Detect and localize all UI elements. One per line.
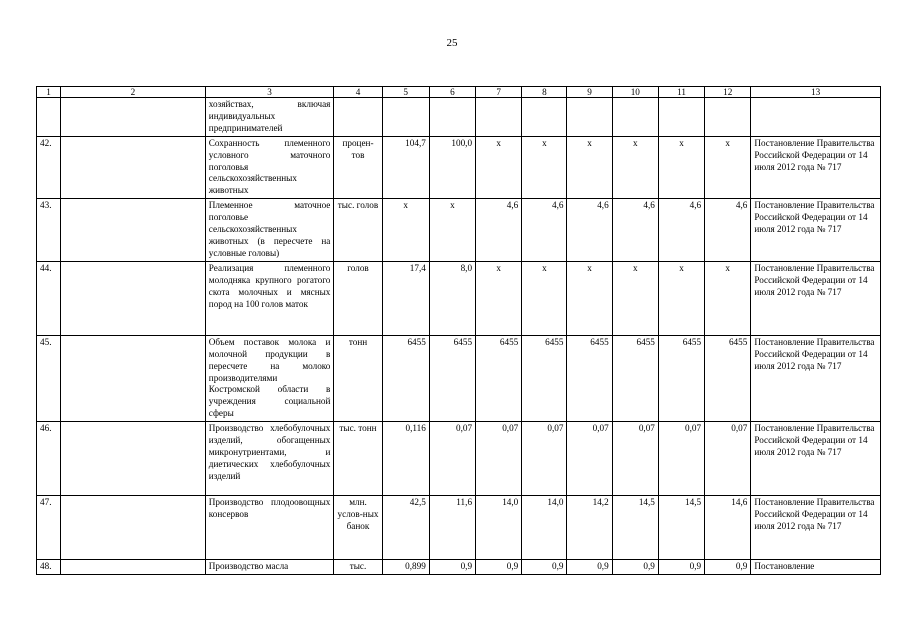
header-cell: 8 xyxy=(522,87,567,98)
value-cell: 6455 xyxy=(476,335,522,421)
indicator-name: Производство масла xyxy=(205,560,334,575)
value-cell: 8,0 xyxy=(429,261,475,335)
value-cell: 0,07 xyxy=(429,422,475,496)
value-cell: х xyxy=(429,199,475,262)
table-row xyxy=(37,199,881,262)
value-cell: 14,6 xyxy=(705,496,751,560)
value-cell: 17,4 xyxy=(382,261,429,335)
indicator-name: Реализация племенного молодняка крупного рогатого скота молочных и мясных пород на 100 голов маток xyxy=(205,261,334,335)
table-row xyxy=(37,98,881,137)
row-number: 47. xyxy=(37,496,61,560)
value-cell: х xyxy=(476,136,522,199)
value-cell: х xyxy=(658,136,704,199)
value-cell xyxy=(476,98,522,137)
header-cell: 7 xyxy=(476,87,522,98)
value-cell: 0,07 xyxy=(705,422,751,496)
row-col2 xyxy=(61,422,206,496)
value-cell xyxy=(612,98,658,137)
header-row xyxy=(37,87,881,98)
value-cell: 14,0 xyxy=(522,496,567,560)
value-cell: 6455 xyxy=(429,335,475,421)
unit: млн. услов-ных банок xyxy=(334,496,382,560)
table-row xyxy=(37,560,881,575)
value-cell: 6455 xyxy=(522,335,567,421)
value-cell xyxy=(522,98,567,137)
value-cell: 4,6 xyxy=(567,199,612,262)
value-cell: 0,07 xyxy=(612,422,658,496)
unit xyxy=(334,98,382,137)
row-number: 42. xyxy=(37,136,61,199)
value-cell: 0,07 xyxy=(567,422,612,496)
value-cell: 0,07 xyxy=(476,422,522,496)
value-cell: 6455 xyxy=(705,335,751,421)
indicator-name: Производство хлебобулочных изделий, обогащенных микронутриентами, и диетических хлебобулочных изделий xyxy=(205,422,334,496)
value-cell: 0,9 xyxy=(612,560,658,575)
unit: голов xyxy=(334,261,382,335)
header-cell: 3 xyxy=(205,87,334,98)
indicator-name: хозяйствах, включая индивидуальных предпринимателей xyxy=(205,98,334,137)
value-cell xyxy=(382,98,429,137)
row-col2 xyxy=(61,335,206,421)
indicator-name: Производство плодоовощных консервов xyxy=(205,496,334,560)
value-cell: 4,6 xyxy=(705,199,751,262)
value-cell: 11,6 xyxy=(429,496,475,560)
value-cell xyxy=(429,98,475,137)
source-document: Постановление Правительства Российской Федерации от 14 июля 2012 года № 717 xyxy=(751,136,881,199)
value-cell xyxy=(658,98,704,137)
value-cell: 4,6 xyxy=(522,199,567,262)
indicator-name: Объем поставок молока и молочной продукции в пересчете на молоко производителями Костромской области в учреждения социальной сферы xyxy=(205,335,334,421)
indicator-name: Сохранность племенного условного маточного поголовья сельскохозяйственных животных xyxy=(205,136,334,199)
header-cell: 5 xyxy=(382,87,429,98)
value-cell: х xyxy=(612,261,658,335)
row-number: 45. xyxy=(37,335,61,421)
header-cell: 10 xyxy=(612,87,658,98)
value-cell: 104,7 xyxy=(382,136,429,199)
table-row xyxy=(37,496,881,560)
row-col2 xyxy=(61,261,206,335)
value-cell: 0,9 xyxy=(705,560,751,575)
unit: тыс. xyxy=(334,560,382,575)
value-cell: х xyxy=(522,136,567,199)
value-cell: х xyxy=(567,261,612,335)
row-col2 xyxy=(61,136,206,199)
source-document: Постановление xyxy=(751,560,881,575)
value-cell: 0,9 xyxy=(522,560,567,575)
value-cell: х xyxy=(658,261,704,335)
unit: процен-тов xyxy=(334,136,382,199)
value-cell: 4,6 xyxy=(476,199,522,262)
source-document: Постановление Правительства Российской Федерации от 14 июля 2012 года № 717 xyxy=(751,496,881,560)
header-cell: 11 xyxy=(658,87,704,98)
value-cell: 0,07 xyxy=(658,422,704,496)
source-document: Постановление Правительства Российской Федерации от 14 июля 2012 года № 717 xyxy=(751,199,881,262)
value-cell: х xyxy=(567,136,612,199)
value-cell: 100,0 xyxy=(429,136,475,199)
value-cell xyxy=(567,98,612,137)
value-cell: х xyxy=(612,136,658,199)
value-cell: 0,899 xyxy=(382,560,429,575)
source-document: Постановление Правительства Российской Федерации от 14 июля 2012 года № 717 xyxy=(751,335,881,421)
unit: тонн xyxy=(334,335,382,421)
row-number: 44. xyxy=(37,261,61,335)
value-cell: 0,116 xyxy=(382,422,429,496)
value-cell xyxy=(705,98,751,137)
table-row xyxy=(37,136,881,199)
value-cell: х xyxy=(705,261,751,335)
row-number: 43. xyxy=(37,199,61,262)
row-number xyxy=(37,98,61,137)
value-cell: 0,9 xyxy=(567,560,612,575)
value-cell: 0,9 xyxy=(658,560,704,575)
value-cell: 14,5 xyxy=(658,496,704,560)
table-row xyxy=(37,261,881,335)
value-cell: 4,6 xyxy=(658,199,704,262)
value-cell: 14,2 xyxy=(567,496,612,560)
source-document: Постановление Правительства Российской Федерации от 14 июля 2012 года № 717 xyxy=(751,261,881,335)
table-row xyxy=(37,335,881,421)
indicator-name: Племенное маточное поголовье сельскохозяйственных животных (в пересчете на условные головы) xyxy=(205,199,334,262)
row-number: 48. xyxy=(37,560,61,575)
header-cell: 9 xyxy=(567,87,612,98)
value-cell: 6455 xyxy=(612,335,658,421)
header-cell: 1 xyxy=(37,87,61,98)
value-cell: х xyxy=(705,136,751,199)
page-number: 25 xyxy=(446,37,458,49)
value-cell: 4,6 xyxy=(612,199,658,262)
value-cell: 6455 xyxy=(567,335,612,421)
indicators-table xyxy=(36,86,881,575)
value-cell: х xyxy=(476,261,522,335)
value-cell: 0,9 xyxy=(476,560,522,575)
unit: тыс. голов xyxy=(334,199,382,262)
value-cell: 0,07 xyxy=(522,422,567,496)
value-cell: х xyxy=(522,261,567,335)
source-document xyxy=(751,98,881,137)
value-cell: 6455 xyxy=(382,335,429,421)
table-row xyxy=(37,422,881,496)
header-cell: 6 xyxy=(429,87,475,98)
value-cell: 14,0 xyxy=(476,496,522,560)
value-cell: 6455 xyxy=(658,335,704,421)
row-number: 46. xyxy=(37,422,61,496)
row-col2 xyxy=(61,560,206,575)
header-cell: 2 xyxy=(61,87,206,98)
row-col2 xyxy=(61,496,206,560)
value-cell: 14,5 xyxy=(612,496,658,560)
unit: тыс. тонн xyxy=(334,422,382,496)
value-cell: 0,9 xyxy=(429,560,475,575)
value-cell: 42,5 xyxy=(382,496,429,560)
header-cell: 13 xyxy=(751,87,881,98)
row-col2 xyxy=(61,199,206,262)
source-document: Постановление Правительства Российской Федерации от 14 июля 2012 года № 717 xyxy=(751,422,881,496)
row-col2 xyxy=(61,98,206,137)
header-cell: 12 xyxy=(705,87,751,98)
header-cell: 4 xyxy=(334,87,382,98)
value-cell: х xyxy=(382,199,429,262)
